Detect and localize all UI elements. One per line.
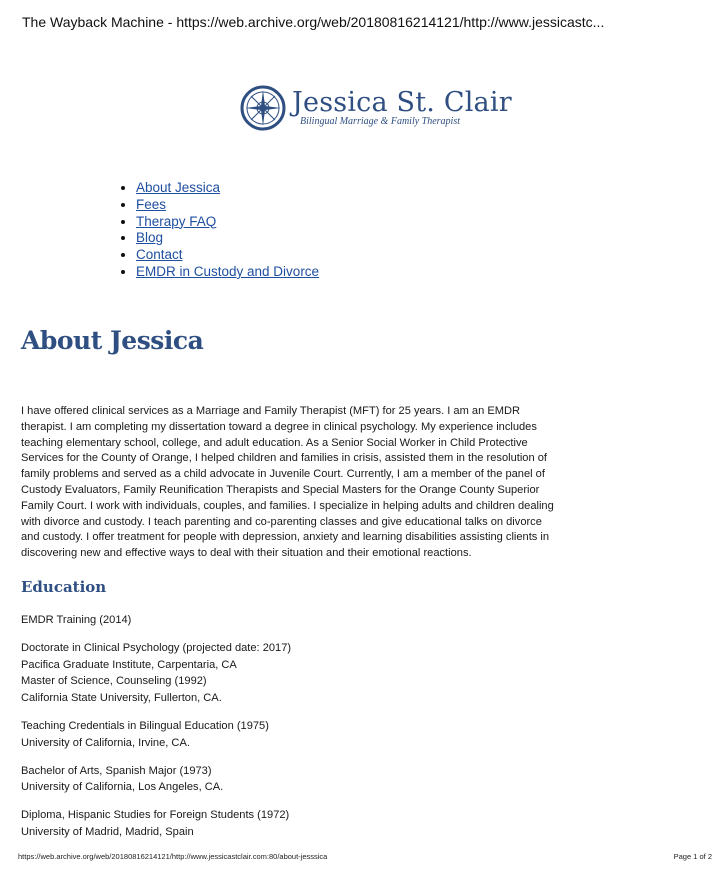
education-line: Doctorate in Clinical Psychology (projected date: 2017)	[21, 641, 292, 654]
main-nav	[118, 180, 319, 281]
logo-name: Jessica St. Clair	[292, 87, 512, 118]
nav-link-emdr-custody-divorce[interactable]: EMDR in Custody and Divorce	[136, 263, 320, 279]
education-entry	[21, 807, 581, 841]
education-entry	[21, 718, 581, 752]
education-line: California State University, Fullerton, CA.	[21, 692, 222, 705]
education-line: University of California, Los Angeles, CA.	[21, 781, 224, 794]
nav-link-contact[interactable]: Contact	[136, 247, 183, 263]
intro-paragraph: I have offered clinical services as a Marriage and Family Therapist (MFT) for 25 years. I am an EMDR therapist. I am completing my dissertation toward a degree in clinical psychology. My experience includes teaching elementary school, college, and adult education. As a Senior Social Worker in Child Protective Services for the County of Orange, I helped children and families in crisis, assisted them in the resolution of family problems and served as a child advocate in Juvenile Court. Currently, I am a member of the panel of Custody Evaluators, Family Reunification Therapists and Special Masters for the Orange County Superior Family Court. I work with individuals, couples, and families. I specialize in helping adults and children dealing with divorce and custody. I teach parenting and co-parenting classes and give educational talks on divorce and custody. I offer treatment for people with depression, anxiety and learning disabilities assisting clients in discovering new and effective ways to deal with their situation and their emotional reactions.	[21, 405, 554, 560]
education-entry	[21, 763, 581, 797]
education-entry	[21, 640, 581, 707]
education-line: Teaching Credentials in Bilingual Education (1975)	[21, 719, 269, 732]
education-list	[21, 612, 581, 852]
education-line: Diploma, Hispanic Studies for Foreign Students (1972)	[21, 809, 290, 822]
education-line: Bachelor of Arts, Spanish Major (1973)	[21, 764, 212, 777]
nav-link-about-jessica[interactable]: About Jessica	[136, 180, 221, 195]
print-footer-url: https://web.archive.org/web/20180816214121/http://www.jessicastclair.com:80/about-jesssica	[18, 852, 328, 861]
logo-tagline: Bilingual Marriage & Family Therapist	[300, 116, 460, 127]
education-line: University of California, Irvine, CA.	[21, 736, 190, 749]
print-footer	[18, 852, 712, 861]
site-logo[interactable]	[240, 85, 512, 131]
education-line: Master of Science, Counseling (1992)	[21, 675, 207, 688]
nav-item-faq	[136, 214, 319, 231]
education-line: EMDR Training (2014)	[21, 614, 132, 626]
education-entry	[21, 612, 581, 629]
print-header-title: The Wayback Machine - https://web.archive.org/web/20180816214121/http://www.jessicastc...	[22, 14, 605, 30]
education-line: Pacifica Graduate Institute, Carpentaria, CA	[21, 658, 237, 671]
nav-item-blog	[136, 230, 319, 247]
nav-item-fees	[136, 197, 319, 214]
nav-item-about	[136, 180, 319, 197]
education-line: University of Madrid, Madrid, Spain	[21, 825, 194, 838]
print-footer-page: Page 1 of 2	[673, 852, 712, 861]
education-heading: Education	[21, 578, 107, 596]
nav-link-fees[interactable]: Fees	[136, 196, 167, 212]
nav-link-blog[interactable]: Blog	[136, 230, 164, 246]
page-title: About Jessica	[21, 326, 204, 355]
compass-logo-icon	[240, 85, 286, 131]
nav-link-therapy-faq[interactable]: Therapy FAQ	[136, 213, 217, 229]
nav-item-contact	[136, 247, 319, 264]
nav-item-emdr	[136, 264, 319, 281]
